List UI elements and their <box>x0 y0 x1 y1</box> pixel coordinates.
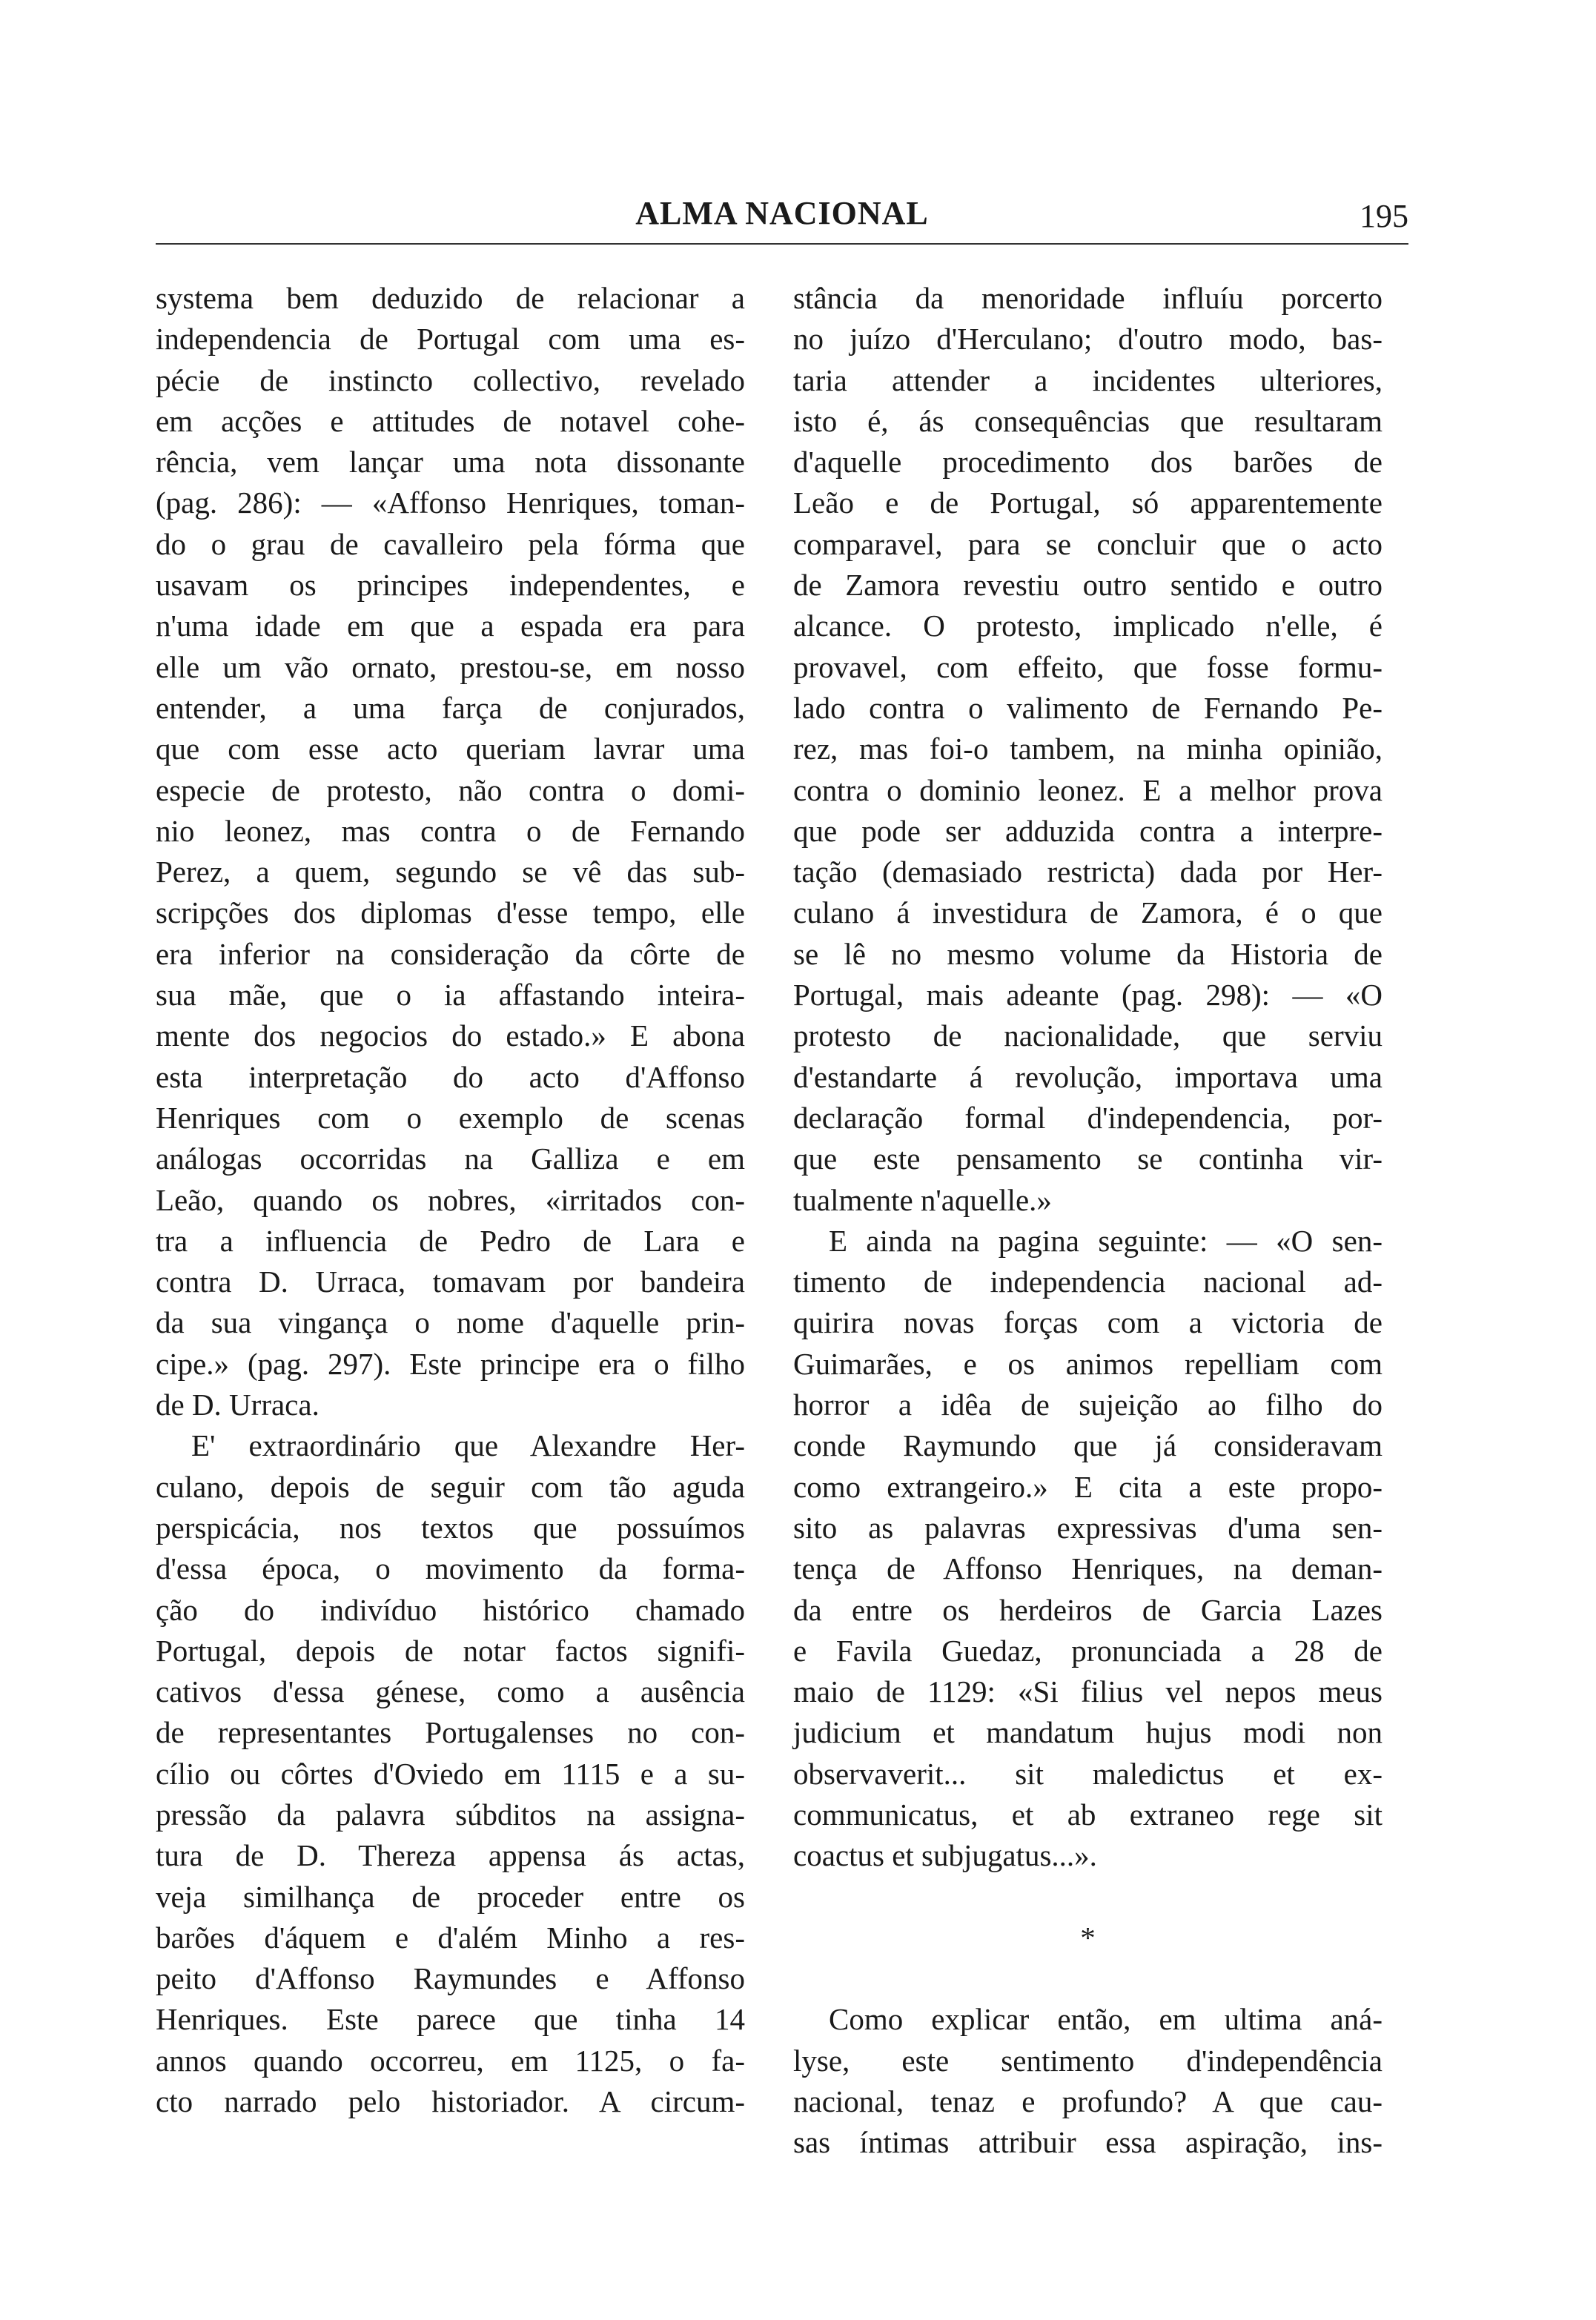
text-line: Guimarães, e os animos repelliam com <box>793 1346 1383 1381</box>
text-line: Henriques com o exemplo de scenas <box>156 1100 745 1135</box>
text-line: d'estandarte á revolução, importava uma <box>793 1059 1383 1094</box>
text-line: coactus et subjugatus...». <box>793 1838 1097 1873</box>
text-line: sua mãe, que o ia affastando inteira- <box>156 978 745 1012</box>
text-line: que este pensamento se continha vir- <box>793 1141 1383 1176</box>
text-line: veja similhança de proceder entre os <box>156 1879 745 1914</box>
text-line: era inferior na consideração da côrte de <box>156 936 745 971</box>
text-line: tença de Affonso Henriques, na deman- <box>793 1551 1383 1586</box>
text-line: annos quando occorreu, em 1125, o fa- <box>156 2043 745 2078</box>
text-line: E' extraordinário que Alexandre Her- <box>191 1428 745 1463</box>
text-line: perspicácia, nos textos que possuímos <box>156 1510 745 1545</box>
text-line: no juízo d'Herculano; d'outro modo, bas- <box>793 322 1383 357</box>
text-line: Portugal, depois de notar factos signifi- <box>156 1633 745 1668</box>
text-line: maio de 1129: «Si filius vel nepos meus <box>793 1674 1383 1709</box>
text-line: tação (demasiado restricta) dada por Her- <box>793 855 1383 889</box>
text-line: horror a idêa de sujeição ao filho do <box>793 1388 1383 1422</box>
text-line: protesto de nacionalidade, que serviu <box>793 1018 1383 1053</box>
page-number: 195 <box>1360 198 1408 234</box>
text-line: sito as palavras expressivas d'uma sen- <box>793 1510 1383 1545</box>
text-line: como extrangeiro.» E cita a este propo- <box>793 1469 1383 1504</box>
text-line: de D. Urraca. <box>156 1388 319 1422</box>
text-line: de representantes Portugalenses no con- <box>156 1715 745 1750</box>
text-line: cativos d'essa génese, como a ausência <box>156 1674 745 1709</box>
text-line: cílio ou côrtes d'Oviedo em 1115 e a su- <box>156 1756 745 1791</box>
text-line: comparavel, para se concluir que o acto <box>793 526 1383 561</box>
text-line: elle um vão ornato, prestou-se, em nosso <box>156 649 745 684</box>
text-line: scripções dos diplomas d'esse tempo, elle <box>156 895 745 930</box>
text-line: Leão, quando os nobres, «irritados con- <box>156 1182 745 1217</box>
text-line: d'essa época, o movimento da forma- <box>156 1551 745 1586</box>
text-line: tura de D. Thereza appensa ás actas, <box>156 1838 745 1873</box>
text-line: taria attender a incidentes ulteriores, <box>793 362 1383 397</box>
blank-line <box>793 1958 1383 1999</box>
text-line: de Zamora revestiu outro sentido e outro <box>793 568 1383 603</box>
text-line: em acções e attitudes de notavel cohe- <box>156 403 745 438</box>
text-line: sas íntimas attribuir essa aspiração, ins- <box>793 2125 1383 2160</box>
text-line: cipe.» (pag. 297). Este principe era o filho <box>156 1346 745 1381</box>
text-line: independencia de Portugal com uma es- <box>156 322 745 357</box>
text-line: análogas occorridas na Galliza e em <box>156 1141 745 1176</box>
blank-line <box>793 1877 1383 1918</box>
text-line: E ainda na pagina seguinte: — «O sen- <box>829 1223 1383 1258</box>
text-line: contra o dominio leonez. E a melhor prova <box>793 772 1383 807</box>
right-text-column <box>793 278 1383 2164</box>
text-line: Perez, a quem, segundo se vê das sub- <box>156 855 745 889</box>
text-line: stância da menoridade influíu porcerto <box>793 281 1383 315</box>
text-line: communicatus, et ab extraneo rege sit <box>793 1797 1383 1832</box>
text-line: se lê no mesmo volume da Historia de <box>793 936 1383 971</box>
text-line: nio leonez, mas contra o de Fernando <box>156 813 745 848</box>
text-line: rência, vem lançar uma nota dissonante <box>156 445 745 480</box>
text-line: timento de independencia nacional ad- <box>793 1265 1383 1299</box>
text-line: culano á investidura de Zamora, é o que <box>793 895 1383 930</box>
text-line: provavel, com effeito, que fosse formu- <box>793 649 1383 684</box>
left-text-column <box>156 278 745 2122</box>
text-line: Leão e de Portugal, só apparentemente <box>793 485 1383 520</box>
text-line: judicium et mandatum hujus modi non <box>793 1715 1383 1750</box>
text-line: usavam os principes independentes, e <box>156 568 745 603</box>
text-line: systema bem deduzido de relacionar a <box>156 281 745 315</box>
text-line: que pode ser adduzida contra a interpre- <box>793 813 1383 848</box>
text-line: lyse, este sentimento d'independência <box>793 2043 1383 2078</box>
text-line: quirira novas forças com a victoria de <box>793 1305 1383 1340</box>
text-line: Portugal, mais adeante (pag. 298): — «O <box>793 978 1383 1012</box>
text-line: lado contra o valimento de Fernando Pe- <box>793 690 1383 725</box>
text-line: culano, depois de seguir com tão aguda <box>156 1469 745 1504</box>
section-separator: * <box>1080 1920 1096 1955</box>
text-line: mente dos negocios do estado.» E abona <box>156 1018 745 1053</box>
text-line: isto é, ás consequências que resultaram <box>793 403 1383 438</box>
text-line: observaverit... sit maledictus et ex- <box>793 1756 1383 1791</box>
text-line: especie de protesto, não contra o domi- <box>156 772 745 807</box>
text-line: d'aquelle procedimento dos barões de <box>793 445 1383 480</box>
text-line: tualmente n'aquelle.» <box>793 1182 1052 1217</box>
text-line: (pag. 286): — «Affonso Henriques, toman- <box>156 485 745 520</box>
text-line: contra D. Urraca, tomavam por bandeira <box>156 1265 745 1299</box>
running-title: ALMA NACIONAL <box>635 195 929 231</box>
text-line: pécie de instincto collectivo, revelado <box>156 362 745 397</box>
text-line: conde Raymundo que já consideravam <box>793 1428 1383 1463</box>
text-line: alcance. O protesto, implicado n'elle, é <box>793 609 1383 643</box>
text-line: cto narrado pelo historiador. A circum- <box>156 2084 745 2119</box>
text-line: que com esse acto queriam lavrar uma <box>156 732 745 766</box>
text-line: do o grau de cavalleiro pela fórma que <box>156 526 745 561</box>
page-header <box>156 194 1408 239</box>
text-line: n'uma idade em que a espada era para <box>156 609 745 643</box>
text-line: tra a influencia de Pedro de Lara e <box>156 1223 745 1258</box>
text-line: entender, a uma farça de conjurados, <box>156 690 745 725</box>
text-line: pressão da palavra súbditos na assigna- <box>156 1797 745 1832</box>
text-line: declaração formal d'independencia, por- <box>793 1100 1383 1135</box>
header-rule <box>156 243 1408 245</box>
text-line: peito d'Affonso Raymundes e Affonso <box>156 1961 745 1996</box>
text-line: ção do indivíduo histórico chamado <box>156 1592 745 1627</box>
text-line: Como explicar então, em ultima aná- <box>829 2002 1383 2037</box>
text-line: esta interpretação do acto d'Affonso <box>156 1059 745 1094</box>
text-line: Henriques. Este parece que tinha 14 <box>156 2002 745 2037</box>
text-line: da sua vingança o nome d'aquelle prin- <box>156 1305 745 1340</box>
text-line: rez, mas foi-o tambem, na minha opinião, <box>793 732 1383 766</box>
text-line: e Favila Guedaz, pronunciada a 28 de <box>793 1633 1383 1668</box>
text-line: nacional, tenaz e profundo? A que cau- <box>793 2084 1383 2119</box>
text-line: da entre os herdeiros de Garcia Lazes <box>793 1592 1383 1627</box>
text-line: barões d'áquem e d'além Minho a res- <box>156 1920 745 1955</box>
